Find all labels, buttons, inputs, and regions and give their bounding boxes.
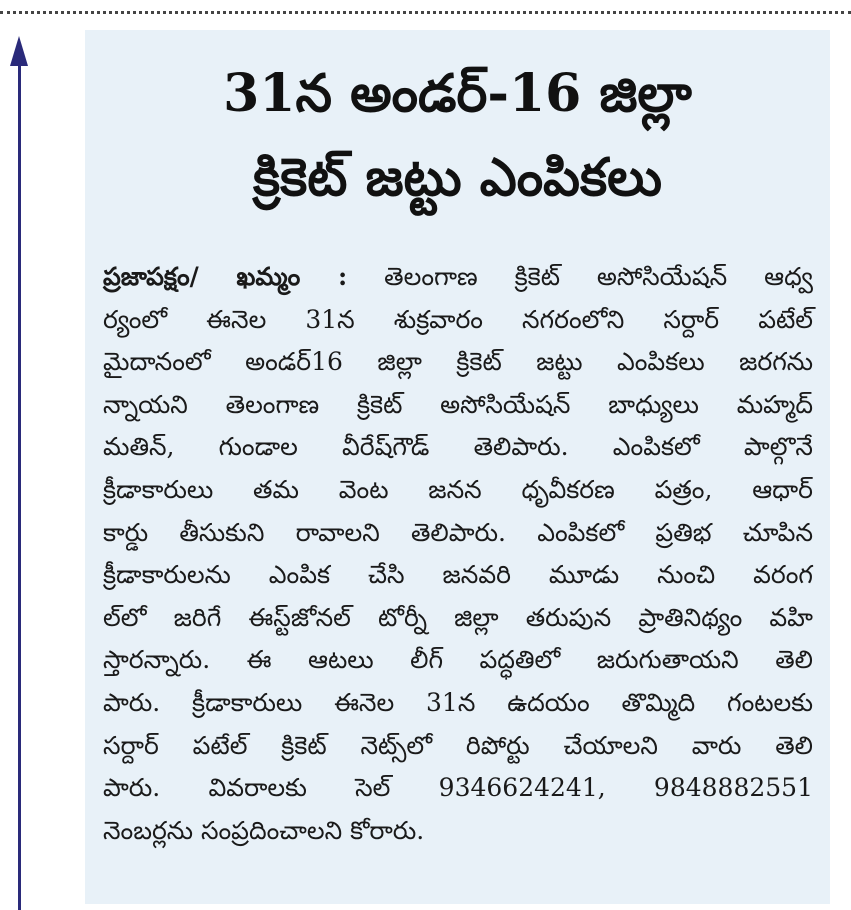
body-line: క్రీడాకారులను ఎంపిక చేసి జనవరి మూడు నుంచి వరంగ	[103, 560, 813, 590]
body-line-text: తెలంగాణ క్రికెట్ అసోసియేషన్ ఆధ్వ	[384, 262, 814, 291]
body-line: న్నాయని తెలంగాణ క్రికెట్ అసోసియేషన్ బాధ్యులు మహ్మద్	[103, 389, 813, 419]
body-line: క్రీడాకారులు తమ వెంట జనన ధృవీకరణ పత్రం, ఆధార్	[103, 474, 813, 504]
body-line: స్తారన్నారు. ఈ ఆటలు లీగ్ పద్ధతిలో జరుగుతాయని తెలి	[103, 645, 813, 675]
body-line: నెంబర్లను సంప్రదించాలని కోరారు.	[103, 815, 425, 845]
article-body	[103, 256, 813, 852]
dateline: ప్రజాపక్షం/ ఖమ్మం :	[103, 262, 348, 291]
body-line: మతిన్, గుండాల వీరేష్‌గౌడ్ తెలిపారు. ఎంపికలో పాల్గొనే	[103, 432, 813, 462]
body-line: పారు. క్రీడాకారులు ఈనెల 31న ఉదయం తొమ్మిది గంటలకు	[103, 687, 813, 717]
headline-line-2: క్రికెట్ జట్టు ఎంపికలు	[252, 147, 663, 208]
body-line-1	[103, 256, 813, 299]
body-line: కార్డు తీసుకుని రావాలని తెలిపారు. ఎంపికలో ప్రతిభ చూపిన	[103, 517, 813, 547]
headline-line-1: 31న అండర్-16 జిల్లా	[223, 63, 692, 124]
article-headline	[85, 52, 830, 220]
body-line: సర్దార్ పటేల్ క్రికెట్ నెట్స్‌లో రిపోర్టు చేయాలని వారు తెలి	[103, 730, 813, 760]
body-line: ల్‌లో జరిగే ఈస్ట్‌జోనల్ టోర్నీ జిల్లా తరుపున ప్రాతినిథ్యం వహి	[103, 602, 813, 632]
body-line: మైదానంలో అండర్16 జిల్లా క్రికెట్ జట్టు ఎంపికలు జరగను	[103, 347, 813, 377]
vertical-arrow-line	[18, 50, 21, 910]
body-line: పారు. వివరాలకు సెల్ 9346624241, 9848882551	[103, 773, 813, 803]
dotted-separator	[0, 11, 851, 14]
body-line: ర్యంలో ఈనెల 31న శుక్రవారం నగరంలోని సర్దార్ పటేల్	[103, 304, 813, 334]
